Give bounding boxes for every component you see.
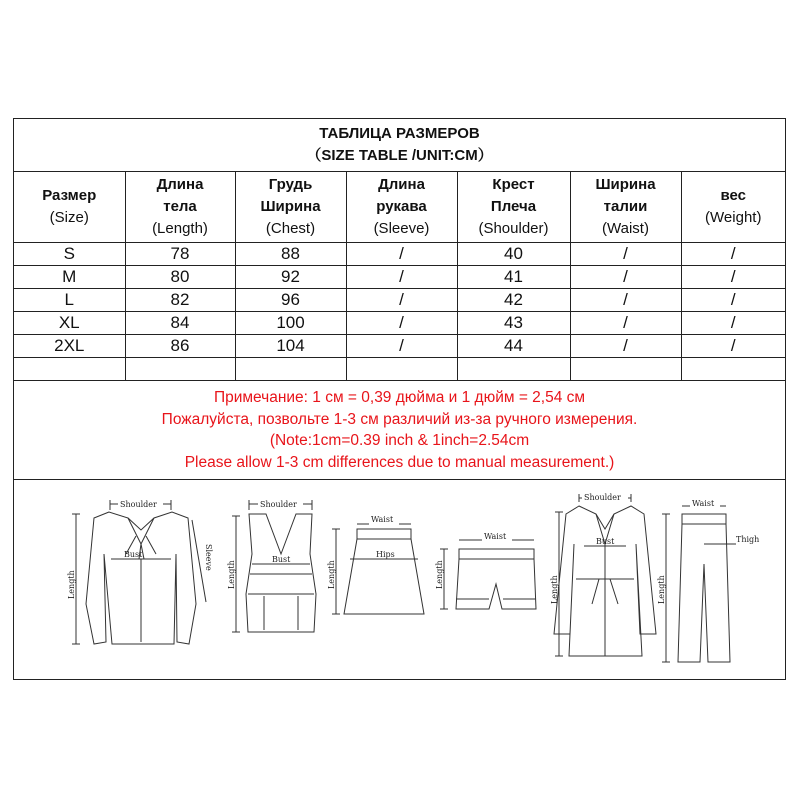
table-cell: / [570,243,681,266]
tank-top-labels [227,498,303,589]
label-bust: Bust [272,555,291,564]
label-length: Length [550,575,559,604]
label-length: Length [327,560,336,589]
col-header-length: Длина тела (Length) [125,172,235,243]
table-cell: / [681,312,785,335]
col-header-waist: Ширина талии (Waist) [570,172,681,243]
label-waist: Waist [371,515,394,524]
title-en: （SIZE TABLE /UNIT:CM） [306,147,493,164]
table-cell: / [346,312,457,335]
table-row [14,289,785,312]
coat-icon [554,494,656,656]
table-cell: 43 [457,312,570,335]
title-ru: ТАБЛИЦА РАЗМЕРОВ [319,125,480,142]
table-cell: / [570,312,681,335]
note-line-1: Примечание: 1 см = 0,39 дюйма и 1 дюйм = 2,54 см [213,389,586,406]
table-cell: / [681,335,785,358]
table-cell: 92 [235,266,346,289]
col-header-chest: Грудь Ширина (Chest) [235,172,346,243]
skirt-labels [327,514,399,589]
table-cell: 78 [125,243,235,266]
trousers-icon [662,506,736,662]
label-shoulder: Shoulder [260,500,297,509]
table-row-empty [14,358,785,381]
table-cell: S [14,243,125,266]
tank-top-icon [232,500,316,632]
header-row [14,172,785,243]
skirt-icon [332,524,424,614]
table-cell: / [681,289,785,312]
table-cell: / [570,289,681,312]
label-thigh: Thigh [736,535,760,544]
table-cell: 40 [457,243,570,266]
label-length: Length [67,570,76,599]
measurement-note [14,381,785,480]
table-cell: XL [14,312,125,335]
table-row [14,243,785,266]
table-cell: / [346,289,457,312]
shorts-icon [440,540,536,609]
note-line-4: Please allow 1-3 cm differences due to manual measurement.) [184,453,615,471]
label-sleeve: Sleeve [204,544,213,571]
label-waist: Waist [484,532,507,541]
blouse-icon [72,500,206,644]
table-cell: / [346,266,457,289]
label-shoulder: Shoulder [584,493,621,502]
table-row [14,335,785,358]
table-cell: / [681,243,785,266]
measurement-diagrams [14,484,785,679]
size-chart [13,118,786,680]
table-cell: 44 [457,335,570,358]
table-cell: 82 [125,289,235,312]
label-length: Length [657,575,666,604]
table-cell: 42 [457,289,570,312]
label-length: Length [435,560,444,589]
col-header-shoulder: Крест Плеча (Shoulder) [457,172,570,243]
table-cell: / [346,335,457,358]
table-title [14,119,785,172]
label-waist: Waist [692,499,715,508]
label-shoulder: Shoulder [120,500,157,509]
label-length: Length [227,560,236,589]
table-row [14,266,785,289]
label-hips: Hips [376,550,395,559]
table-cell: 88 [235,243,346,266]
table-cell: 41 [457,266,570,289]
table-cell: 84 [125,312,235,335]
table-cell: / [570,266,681,289]
label-bust: Bust [124,550,143,559]
table-cell: L [14,289,125,312]
table-cell: 2XL [14,335,125,358]
table-cell: 80 [125,266,235,289]
table-cell: 100 [235,312,346,335]
label-bust: Bust [596,537,615,546]
table-cell: M [14,266,125,289]
table-cell: / [681,266,785,289]
table-row [14,312,785,335]
note-line-2: Пожалуйста, позвольте 1-3 см различий из-за ручного измерения. [161,410,638,428]
col-header-weight: вес (Weight) [681,172,785,243]
table-cell: 104 [235,335,346,358]
col-header-size: Размер (Size) [14,172,125,243]
coat-labels [550,492,628,604]
table-cell: / [570,335,681,358]
table-cell: / [346,243,457,266]
table-cell: 86 [125,335,235,358]
col-header-sleeve: Длина рукава (Sleeve) [346,172,457,243]
table-cell: 96 [235,289,346,312]
size-table [14,119,785,480]
note-line-3: (Note:1cm=0.39 inch & 1inch=2.54cm [269,432,530,449]
